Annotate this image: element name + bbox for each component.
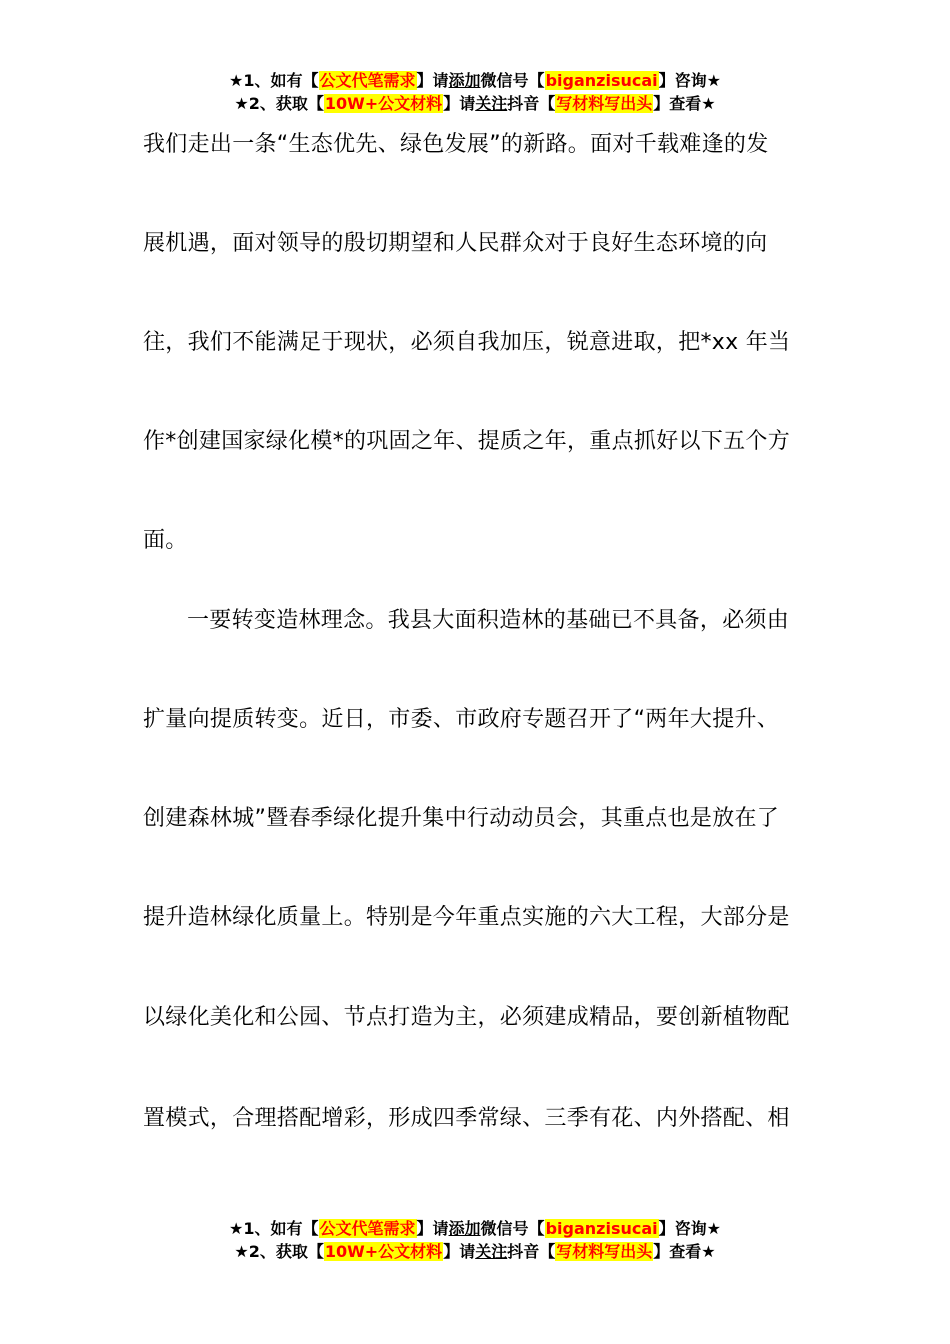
header-banner	[0, 69, 950, 115]
highlight-materials: 10W+公文材料	[324, 94, 443, 113]
banner-emphasis: 关注	[475, 94, 508, 113]
body-line: 往，我们不能满足于现状，必须自我加压，锐意进取，把*xx 年当	[143, 330, 791, 355]
banner-text: 抖音【	[507, 1242, 556, 1261]
banner-text: 微信号【	[480, 1219, 545, 1238]
highlight-douyin-account: 写材料写出头	[556, 1242, 653, 1261]
star-icon: ★	[229, 1219, 244, 1238]
banner-text: 抖音【	[507, 94, 556, 113]
banner-text: 】查看	[653, 1242, 702, 1261]
banner-line-materials	[0, 92, 950, 115]
star-icon: ★	[701, 94, 716, 113]
star-icon: ★	[234, 94, 249, 113]
banner-line-materials	[0, 1240, 950, 1263]
body-line: 面。	[143, 528, 188, 553]
banner-text: 】请	[416, 71, 449, 90]
banner-text: 】咨询	[658, 71, 707, 90]
body-line: 创建森林城”暨春季绿化提升集中行动动员会，其重点也是放在了	[143, 806, 780, 831]
banner-text: 2、获取【	[248, 94, 324, 113]
banner-text: 2、获取【	[248, 1242, 324, 1261]
banner-line-consult	[0, 1217, 950, 1240]
star-icon: ★	[229, 71, 244, 90]
banner-text: 】咨询	[658, 1219, 707, 1238]
highlight-wechat-id: biganzisucai	[545, 71, 658, 90]
body-line: 我们走出一条“生态优先、绿色发展”的新路。面对千载难逢的发	[143, 132, 769, 157]
banner-text: 微信号【	[480, 71, 545, 90]
body-line: 展机遇，面对领导的殷切期望和人民群众对于良好生态环境的向	[143, 231, 768, 256]
body-line: 提升造林绿化质量上。特别是今年重点实施的六大工程，大部分是	[143, 905, 790, 930]
highlight-service: 公文代笔需求	[319, 71, 416, 90]
banner-text: 1、如有【	[243, 1219, 319, 1238]
banner-emphasis: 关注	[475, 1242, 508, 1261]
body-line: 置模式，合理搭配增彩，形成四季常绿、三季有花、内外搭配、相	[143, 1106, 790, 1131]
star-icon: ★	[234, 1242, 249, 1261]
banner-text: 】请	[416, 1219, 449, 1238]
banner-text: 1、如有【	[243, 71, 319, 90]
star-icon: ★	[706, 1219, 721, 1238]
body-line: 作*创建国家绿化模*的巩固之年、提质之年，重点抓好以下五个方	[143, 429, 791, 454]
banner-line-consult	[0, 69, 950, 92]
banner-emphasis: 添加	[448, 71, 481, 90]
body-line: 以绿化美化和公园、节点打造为主，必须建成精品，要创新植物配	[143, 1005, 790, 1030]
highlight-service: 公文代笔需求	[319, 1219, 416, 1238]
body-line: 扩量向提质转变。近日，市委、市政府专题召开了“两年大提升、	[143, 707, 780, 732]
banner-text: 】查看	[653, 94, 702, 113]
paragraph-start-line: 一要转变造林理念。我县大面积造林的基础已不具备，必须由	[187, 608, 790, 633]
banner-text: 】请	[443, 94, 476, 113]
star-icon: ★	[701, 1242, 716, 1261]
star-icon: ★	[706, 71, 721, 90]
banner-text: 】请	[443, 1242, 476, 1261]
footer-banner	[0, 1217, 950, 1263]
highlight-douyin-account: 写材料写出头	[556, 94, 653, 113]
highlight-wechat-id: biganzisucai	[545, 1219, 658, 1238]
highlight-materials: 10W+公文材料	[324, 1242, 443, 1261]
banner-emphasis: 添加	[448, 1219, 481, 1238]
